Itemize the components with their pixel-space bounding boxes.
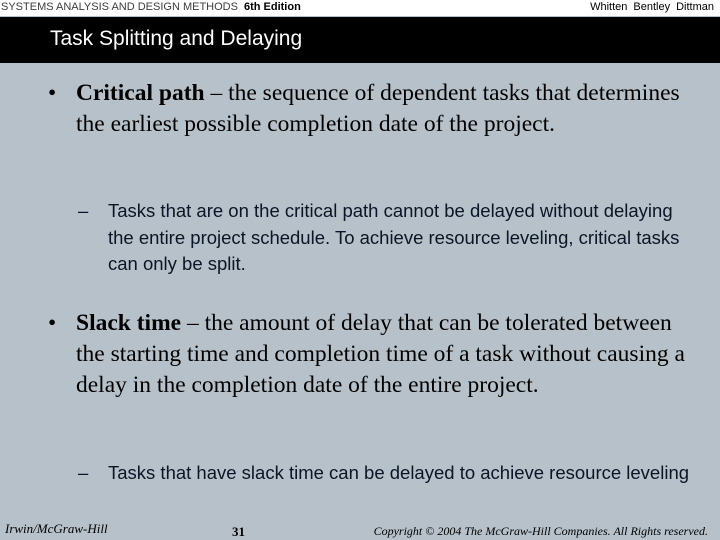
copyright-notice: Copyright © 2004 The McGraw-Hill Companies. All Rights reserved.: [373, 524, 708, 538]
definition-slack-time: – the amount of delay that can be tolerated between the starting time and completion time of a task without causing a delay in the completion date of the entire project.: [76, 310, 685, 398]
author-name: Whitten: [590, 1, 628, 13]
title-bar: [0, 17, 720, 63]
course-name: SYSTEMS ANALYSIS AND DESIGN METHODS: [1, 1, 238, 13]
bullet-text: [76, 78, 698, 140]
page-number: 31: [232, 524, 245, 539]
publisher-label: Irwin/McGraw-Hill: [5, 521, 108, 536]
bullet-critical-path: [48, 78, 698, 140]
bullet-slack-time: [48, 308, 698, 401]
author-name: Bentley: [633, 1, 671, 13]
header-bar: [0, 0, 720, 16]
subbullet-critical-path: [78, 198, 698, 278]
authors: [584, 0, 714, 14]
subbullet-text: Tasks that are on the critical path cannot be delayed without delaying the entire project schedule. To achieve resource leveling, critical tasks can only be split.: [108, 200, 680, 274]
definition-critical-path: – the sequence of dependent tasks that determines the earliest possible completion date of the project.: [76, 80, 680, 137]
term-critical-path: Critical path: [76, 80, 205, 106]
subbullet-marker: –: [78, 200, 89, 221]
subbullet-text: Tasks that have slack time can be delayed to achieve resource leveling: [108, 462, 690, 483]
bullet-marker: •: [48, 80, 57, 106]
author-name: Dittman: [676, 1, 714, 13]
course-title: [1, 0, 301, 14]
term-slack-time: Slack time: [76, 310, 182, 336]
edition-label: 6th Edition: [243, 1, 301, 13]
slide-title: Task Splitting and Delaying: [50, 27, 303, 50]
subbullet-marker: –: [78, 462, 89, 483]
bullet-marker: •: [48, 310, 57, 336]
bullet-text: [76, 308, 698, 401]
subbullet-slack-time: [78, 460, 698, 487]
